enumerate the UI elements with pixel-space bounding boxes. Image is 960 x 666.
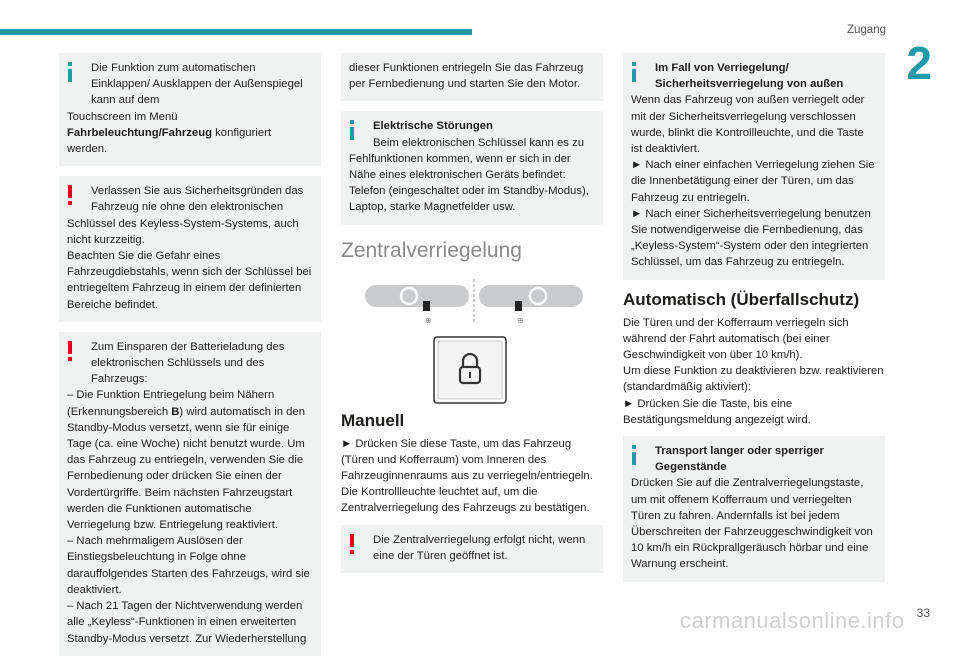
section-heading: Zentralverriegelung [341, 238, 522, 262]
column-2 [341, 53, 603, 583]
warning-note-doors [341, 525, 603, 573]
instruction: ► Drücken Sie die Taste, bis eine Bestätigungsmeldung angezeigt wird. [623, 397, 811, 426]
paragraph: Um diese Funktion zu deaktivieren bzw. reaktivieren (standardmäßig aktiviert): [623, 365, 884, 394]
note-text: Zum Einsparen der Batterieladung des elektronischen Schlüssels und des Fahrzeugs: [91, 340, 285, 386]
list-item: – Die Funktion Entriegelung beim Nähern (Erkennungsbereich B) wird automatisch in den Standby-Modus versetzt, wenn sie für einige Tage (ca. eine Woche) nicht benutzt wurde. Um das Fahrzeug zu entriegeln, verwenden Sie die Fernbedienung oder drücken Sie einen der Vordertürgriffe. Beim nächsten Fahrzeugstart werden die Funktionen automatische Verriegelung bzw. Entriegelung reaktiviert. [67, 389, 306, 532]
info-note-mirrors [59, 53, 321, 166]
note-text: Beachten Sie die Gefahr eines Fahrzeugdiebstahls, wenn sich der Schlüssel bei entriegeltem Fahrzeug in einem der definierten Bereiche befindet. [67, 250, 312, 311]
watermark: carmanualsonline.info [680, 608, 905, 633]
info-icon [628, 61, 640, 83]
instruction: ► Nach einer Sicherheitsverriegelung benutzen Sie notwendigerweise die Fernbedienung, das „Keyless-System“-System oder den integrierten Schlüssel, um das Fahrzeug zu entriegeln. [631, 207, 871, 269]
info-icon [64, 61, 76, 83]
instruction: ► Nach einer einfachen Verriegelung ziehen Sie die Innenbetätigung einer der Türen, um das Fahrzeug zu entriegeln. [631, 159, 875, 204]
info-icon [628, 444, 640, 466]
lock-button-diagram [341, 275, 603, 405]
info-note-interference [341, 111, 603, 224]
svg-text:⊕: ⊕ [425, 315, 432, 325]
note-title: Im Fall von Verriegelung/ Sicherheitsverriegelung von außen [655, 62, 844, 91]
section-title: Zugang [846, 24, 886, 36]
note-text: Fehlfunktionen kommen, wenn er sich in der Nähe eines elektronischen Geräts befindet: Telefon (eingeschaltet oder im Standby-Modus), Laptop, starke Magnetfelder usw. [349, 152, 589, 214]
menu-name: Fahrzeug [161, 126, 212, 139]
instruction: ► Drücken Sie diese Taste, um das Fahrzeug (Türen und Kofferraum) vom Inneren des Fahrzeuginnenraums aus zu verriegeln/entriegeln. [341, 437, 593, 483]
note-text: Verlassen Sie aus Sicherheitsgründen das Fahrzeug nie ohne den elektronischen [91, 185, 304, 214]
info-note-exterior-lock [623, 53, 885, 280]
note-continuation [341, 53, 603, 101]
note-text: Touchscreen im Menü [67, 110, 178, 123]
note-text: konfiguriert werden. [67, 126, 272, 156]
menu-name: Fahrbeleuchtung [67, 126, 159, 139]
warning-icon [346, 533, 358, 555]
svg-text:⊕: ⊕ [517, 315, 524, 325]
central-locking-illustration [341, 275, 603, 405]
menu-separator: / [158, 126, 162, 139]
note-text: Die Zentralverriegelung erfolgt nicht, wenn eine der Türen geöffnet ist. [373, 533, 586, 562]
paragraph: Die Türen und der Kofferraum verriegeln sich während der Fahrt automatisch (bei einer Geschwindigkeit von über 10 km/h). [623, 316, 849, 362]
warning-icon [64, 184, 76, 206]
note-text: Wenn das Fahrzeug von außen verriegelt oder mit der Sicherheitsverriegelung verschlossen wurde, blinkt die Kontrollleuchte, und die Taste ist deaktiviert. [631, 94, 865, 156]
note-text: Die Funktion zum automatischen Einklappen/ Ausklappen der Außenspiegel kann auf dem [91, 62, 303, 107]
list-item: – Nach 21 Tagen der Nichtverwendung werden alle „Keyless“-Funktionen in einen erweiterten Standby-Modus versetzt. Zur Wiederherstellung [67, 600, 307, 645]
paragraph: Die Kontrollleuchte leuchtet auf, um die Zentralverriegelung des Fahrzeugs zu bestätigen. [341, 486, 590, 515]
page-number: 33 [916, 606, 930, 620]
chapter-number: 2 [906, 37, 932, 89]
column-3 [623, 53, 885, 592]
warning-note-battery [59, 332, 321, 656]
warning-icon [64, 340, 76, 362]
column-1 [59, 53, 321, 666]
warning-note-key [59, 176, 321, 322]
info-icon [346, 119, 358, 141]
list-item: – Nach mehrmaligem Auslösen der Einstiegsbeleuchtung in Folge ohne darauffolgendes Starten des Fahrzeugs, wird sie deaktiviert. [67, 535, 310, 596]
note-title: Transport langer oder sperriger Gegenstände [655, 445, 824, 474]
subsection-heading: Automatisch (Überfallschutz) [623, 289, 860, 309]
note-text: Beim elektronischen Schlüssel kann es zu [373, 136, 584, 149]
subsection-heading: Manuell [341, 410, 405, 430]
note-text: dieser Funktionen entriegeln Sie das Fahrzeug per Fernbedienung und starten Sie den Motor. [349, 62, 584, 91]
note-title: Elektrische Störungen [373, 120, 493, 133]
info-note-transport [623, 436, 885, 582]
header-accent-bar [0, 29, 472, 35]
note-text: Drücken Sie auf die Zentralverriegelungstaste, um mit offenem Kofferraum und verriegelten Türen zu fahren. Andernfalls ist bei jedem Überschreiten der Fahrzeuggeschwindigkeit von 10 km/h ein Rückprallgeräusch hörbar und eine Warnung erscheint. [631, 477, 873, 571]
note-text: Schlüssel des Keyless-System-Systems, auch nicht kurzzeitig. [67, 217, 299, 246]
